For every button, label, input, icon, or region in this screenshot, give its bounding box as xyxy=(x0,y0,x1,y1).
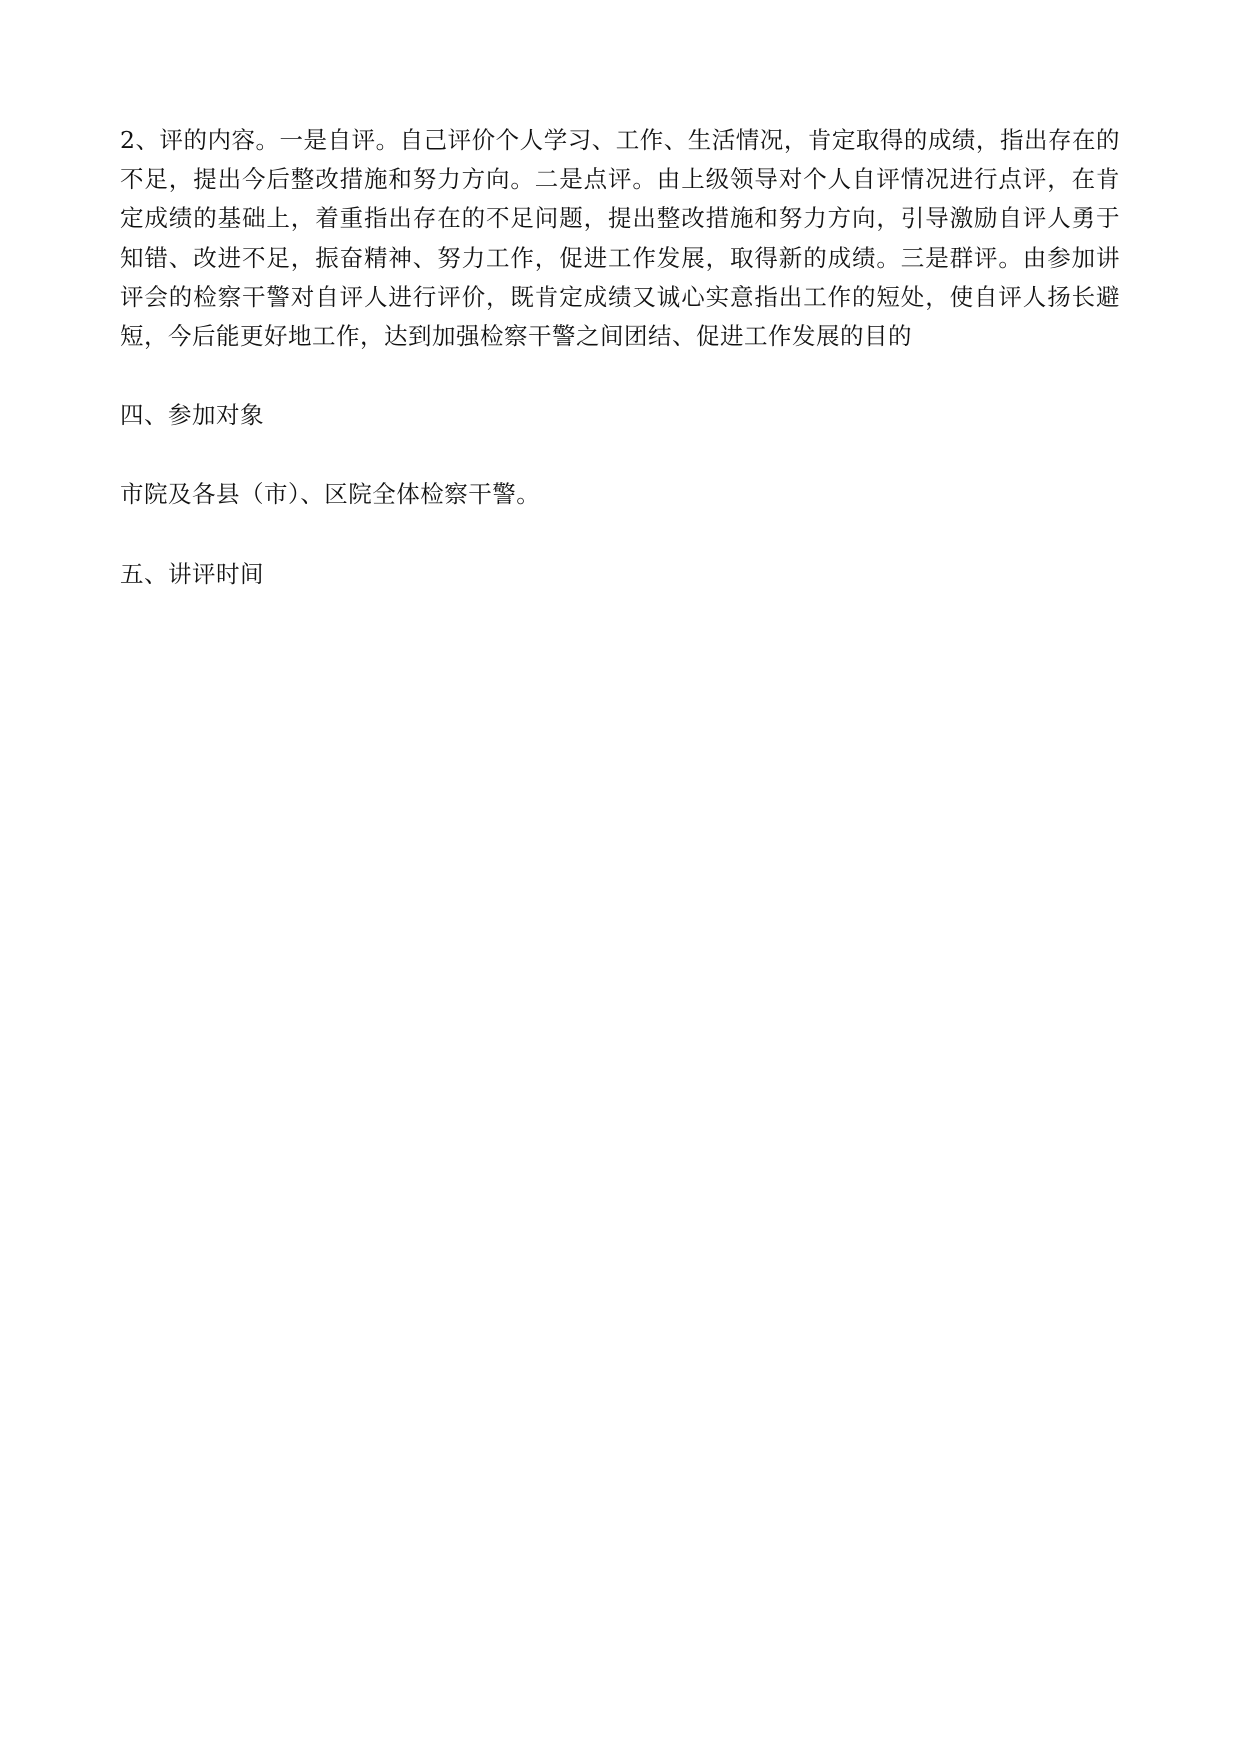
section-four-heading: 四、参加对象 xyxy=(120,401,264,430)
evaluation-content-paragraph: 2、评的内容。一是自评。自己评价个人学习、工作、生活情况，肯定取得的成绩，指出存在的不足，提出今后整改措施和努力方向。二是点评。由上级领导对个人自评情况进行点评，在肯定成绩的基础上，着重指出存在的不足问题，提出整改措施和努力方向，引导激励自评人勇于知错、改进不足，振奋精神、努力工作，促进工作发展，取得新的成绩。三是群评。由参加讲评会的检察干警对自评人进行评价，既肯定成绩又诚心实意指出工作的短处，使自评人扬长避短，今后能更好地工作，达到加强检察干警之间团结、促进工作发展的目的 xyxy=(120,126,1120,351)
section-five-heading: 五、讲评时间 xyxy=(120,559,264,588)
document-body xyxy=(120,121,1120,594)
participants-paragraph: 市院及各县（市）、区院全体检察干警。 xyxy=(120,480,541,509)
